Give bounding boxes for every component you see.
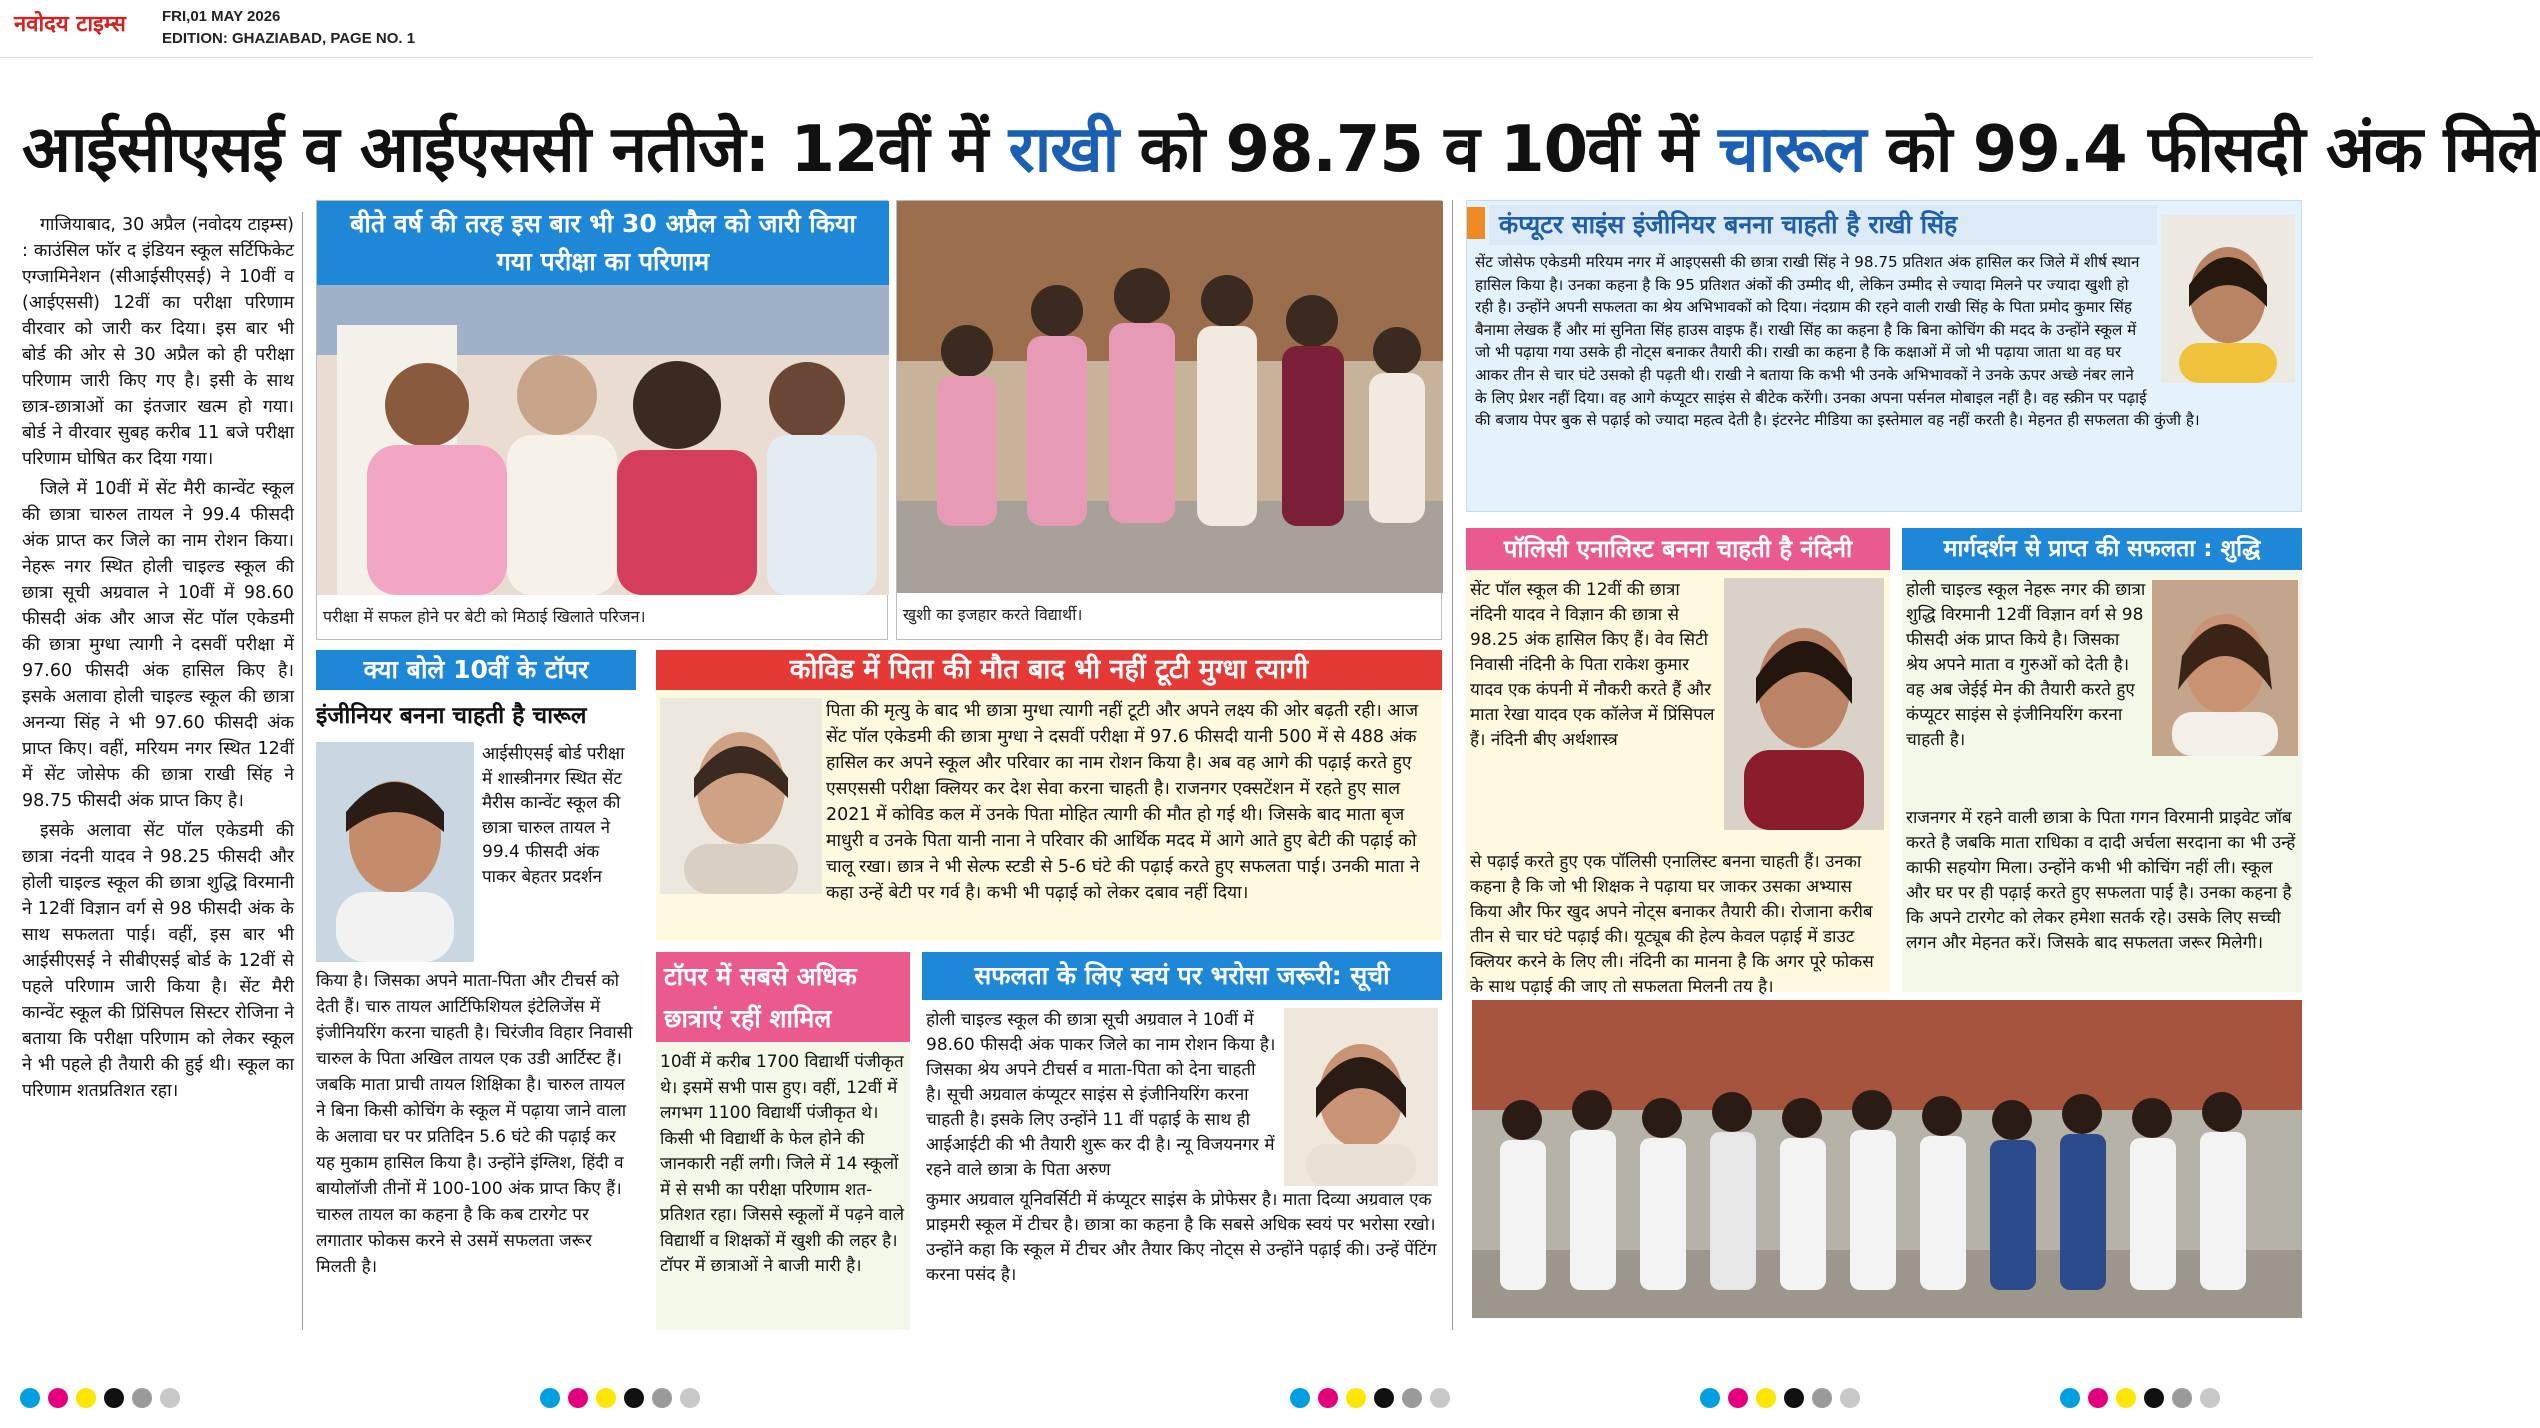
stats-text: 10वीं में करीब 1700 विद्यार्थी पंजीकृत थे। इसमें सभी पास हुए। वहीं, 12वीं में लगभग 1100 विद्यार्थी पंजीकृत थे। किसी भी विद्यार्थी के फेल होने की जानकारी नहीं लगी। जिले में 14 स्कूलों में से सभी का परीक्षा परिणाम शत-प्रतिशत रहा। जिससे स्कूलों में पढ़ने वाले विद्यार्थी व शिक्षकों में खुशी की लहर है। टॉपर में छात्राओं ने बाजी मारी है। — [660, 1052, 905, 1276]
rakhi-text-content: सेंट जोसेफ एकेडमी मरियम नगर में आइएससी की छात्रा राखी सिंह ने 98.75 प्रतिशत अंक हासिल कर जिले में शीर्ष स्थान हासिल किया है। उनका कहना है कि 95 प्रतिशत अंकों की उम्मीद थी, लेकिन उम्मीद से ज्यादा मिलने पर ज्यादा खुशी हो रही है। उन्होंने अपनी सफलता का श्रेय अभिभावकों को दिया। नंदग्राम की रहने वाली राखी सिंह के पिता प्रमोद कुमार सिंह बैनामा लेखक हैं और मां सुनिता सिंह हाउस वाइफ हैं। राखी सिंह का कहना है कि बिना कोचिंग की मदद के उन्होंने स्कूल में जो भी पढ़ाया गया उसके ही नोट्स बनाकर तैयारी की। राखी का कहना है कि कक्षाओं में जो भी पढ़ाया जाता था वह घर आकर तीन से चार घंटे उसको ही पढ़ती थी। राखी ने बताया कि कभी भी उनके अभिभावकों ने उनके ऊपर अच्छे नंबर लाने के लिए प्रेशर नहीं दिया। वह आगे कंप्यूटर साइंस से बीटेक करेंगी। उनका अपना पर्सनल मोबाइल नहीं है। वह स्क्रीन पर पढ़ाई की बजाय पेपर बुक से पढ़ाई को ज्यादा महत्व देती है। इंटरनेट मीडिया का इस्तेमाल वह नहीं करती है। मेहनत ही सफलता की कुंजी है। — [1475, 253, 2200, 430]
nandini-box — [1466, 528, 1890, 997]
shuddhi-title: मार्गदर्शन से प्राप्त की सफलता : शुद्धि — [1902, 528, 2302, 570]
photo-family-block — [316, 200, 888, 640]
rakhi-title-marker — [1467, 207, 1485, 239]
page-headline — [22, 100, 2540, 200]
edition-date: FRI,01 MAY 2026 — [162, 8, 281, 25]
photo-students-block — [896, 200, 1442, 640]
suchi-text-side: होली चाइल्ड स्कूल की छात्रा सूची अग्रवाल ने 10वीं में 98.60 फीसदी अंक पाकर जिले का नाम रोशन किया है। जिसका श्रेय अपने टीचर्स व माता-पिता को देना चाहती है। सूची अग्रवाल कंप्यूटर साइंस से इंजीनियरिंग करना चाहती है। इसके लिए उन्होंने 11 वीं पढ़ाई के साथ ही आईआईटी की भी तैयारी शुरू कर दी है। न्यू विजयनगर में रहने वाले छात्रा के पिता अरुण — [926, 1010, 1276, 1180]
topper10-subtitle: इंजीनियर बनना चाहती है चारूल — [316, 703, 587, 729]
headline-part2: को 98.75 व 10वीं में — [1118, 113, 1719, 187]
shuddhi-box — [1902, 528, 2302, 992]
rakhi-text — [1475, 251, 2295, 511]
mugdha-text: पिता की मृत्यु के बाद भी छात्रा मुग्धा त्यागी नहीं टूटी और अपने लक्ष्य की ओर बढ़ती रही। आज सेंट पॉल एकेडमी की छात्रा मुग्धा ने दसवीं परीक्षा में 97.6 फीसदी यानी 500 में से 488 अंक हासिल कर अपने स्कूल और परिवार का नाम रोशन किया है। अब वह आगे की पढ़ाई करते हुए एसएससी परीक्षा क्लियर कर देश सेवा करना चाहती है। राजनगर एक्सटेंशन में रहते हुए साल 2021 में कोविड कल में उनके पिता मोहित त्यागी की मौत हो गई थी। जिसके बाद माता बृज माधुरी व उनके पिता यानी नाना ने परिवार की आर्थिक मदद में आगे आते हुए बेटी की पढ़ाई को चालू रखा। छात्र ने भी सेल्फ स्टडी से 5-6 घंटे की पढ़ाई करते हुए सफलता पाई। उनकी माता ने कहा उन्हें बेटी पर गर्व है। कभी भी पढ़ाई को लेकर दबाव नहीं दिया। — [826, 701, 1420, 903]
photo-students-caption: खुशी का इजहार करते विद्यार्थी। — [903, 605, 1083, 624]
nandini-text-bottom: से पढ़ाई करते हुए एक पॉलिसी एनालिस्ट बनना चाहती हैं। उनका कहना है कि जो भी शिक्षक ने पढ़ाया घर जाकर उसका अभ्यास किया और फिर खुद अपने नोट्स बनाकर तैयारी की। रोजाना करीब तीन से चार घंटे पढ़ाई की। यूट्यूब की हेल्प केवल पढ़ाई में डाउट क्लियर करने के लिए ली। नंदिनी का मानना है कि अगर पूरे फोकस के साथ पढ़ाई की जाए तो सफलता मिलनी तय है। — [1470, 852, 1874, 997]
topper10-text-side: आईसीएसई बोर्ड परीक्षा में शास्त्रीनगर स्थित सेंट मैरीस कान्वेंट स्कूल की छात्रा चारुल तायल ने 99.4 फीसदी अंक पाकर बेहतर प्रदर्शन — [482, 744, 625, 887]
column-divider — [1452, 200, 1453, 1330]
topper10-title: क्या बोले 10वीं के टॉपर — [316, 650, 636, 690]
registration-marks — [20, 1388, 320, 1412]
topper10-text-bottom: किया है। जिसका अपने माता-पिता और टीचर्स को देती हैं। चारु तायल आर्टिफिशियल इंटेलिजेंस में इंजीनियरिंग करना चाहती है। चिरंजीव विहार निवासी चारुल के पिता अखिल तायल एक उडी आर्टिस्ट हैं। जबकि माता प्राची तायल शिक्षिका है। चारुल तायल ने बिना किसी कोचिंग के स्कूल में पढ़ाया जाने वाला के अलावा घर पर प्रतिदिन 5.6 घंटे की पढ़ाई कर यह मुकाम हासिल किया है। उन्होंने इंग्लिश, हिंदी व बायोलॉजी तीनों में 100-100 अंक प्राप्त किए हैं। चारुल तायल का कहना है कि कब टारगेट पर लगातार फोकस करने से उसमें सफलता जरूर मिलती है। — [316, 971, 633, 1277]
lead-paragraph-3: इसके अलावा सेंट पॉल एकेडमी की छात्रा नंदनी यादव ने 98.25 फीसदी और होली चाइल्ड स्कूल की छात्रा शुद्धि विरमानी ने 12वीं विज्ञान वर्ग से 98 फीसदी अंक के साथ सफलता पाई। वहीं, इस बार भी आईसीएसई ने सीबीएसई बोर्ड के 12वीं से पहले परिणाम जारी किया है। सेंट मैरी कान्वेंट स्कूल की प्रिंसिपल सिस्टर रोजिना ने बताया कि परीक्षा परिणाम को लेकर स्कूल ने भी पहले ही तैयारी की हुई थी। स्कूल का परिणाम शतप्रतिशत रहा। — [22, 821, 294, 1101]
nandini-title: पॉलिसी एनालिस्ट बनना चाहती है नंदिनी — [1466, 528, 1890, 570]
newspaper-logo: नवोदय टाइम्स — [14, 12, 126, 37]
headline-part1: आईसीएसई व आईएससी नतीजे: 12वीं में — [22, 113, 1009, 187]
shuddhi-text-bottom: राजनगर में रहने वाली छात्रा के पिता गगन विरमानी प्राइवेट जॉब करते है जबकि माता राधिका व दादी अर्चला सरदाना का भी उन्हें काफी सहयोग मिला। उन्होंने कभी भी कोचिंग नहीं ली। स्कूल और घर पर ही पढ़ाई करते हुए सफलता पाई है। उनका कहना है कि अपने टारगेट को लेकर हमेशा सतर्क रहे। उसके लिए सच्ची लगन और मेहनत करें। जिसके बाद सफलता जरूर मिलेगी। — [1906, 808, 2296, 953]
edition-header — [0, 0, 2313, 58]
stats-title: टॉपर में सबसे अधिक छात्राएं रहीं शामिल — [656, 952, 910, 1042]
lead-story — [22, 212, 294, 1330]
lead-paragraph-1: गाजियाबाद, 30 अप्रैल (नवोदय टाइम्स) : काउंसिल फॉर द इंडियन स्कूल सर्टिफिकेट एग्जामिनेशन (सीआईसीएसई) ने 10वीं व (आईएससी) 12वीं का परीक्षा परिणाम वीरवार को जारी कर दिया। इस बार भी बोर्ड की ओर से 30 अप्रैल को ही परीक्षा परिणाम जारी किए गए है। इसी के साथ छात्र-छात्राओं का इंतजार खत्म हो गया। बोर्ड ने वीरवार सुबह करीब 11 बजे परीक्षा परिणाम घोषित कर दिया गया। — [22, 215, 294, 469]
suchi-photo — [1284, 1008, 1438, 1186]
registration-marks — [540, 1388, 840, 1412]
suchi-box — [922, 952, 1442, 1330]
family-photo — [317, 285, 889, 595]
group-photo — [1472, 1000, 2302, 1318]
students-photo — [897, 201, 1443, 593]
mugdha-title: कोविड में पिता की मौत बाद भी नहीं टूटी मुग्धा त्यागी — [656, 650, 1442, 690]
group-photo-image — [1472, 1000, 2302, 1318]
registration-marks — [1700, 1388, 2000, 1412]
headline-name-rakhi: राखी — [1008, 113, 1119, 187]
suchi-portrait — [1284, 1008, 1438, 1186]
students-photo-image — [897, 201, 1443, 593]
headline-name-charul: चारूल — [1718, 113, 1866, 187]
rakhi-box — [1466, 200, 2302, 512]
column-divider — [302, 212, 303, 1330]
lead-paragraph-2: जिले में 10वीं में सेंट मैरी कान्वेंट स्कूल की छात्रा चारुल तायल ने 99.4 फीसदी अंक प्राप्त कर जिले का नाम रोशन किया। नेहरू नगर स्थित होली चाइल्ड स्कूल की छात्रा सूची अग्रवाल ने 10वीं में 98.60 फीसदी अंक और आज सेंट पॉल एकेडमी की छात्रा मुग्धा त्यागी ने दसवीं परीक्षा में 97.60 फीसदी अंक हासिल किए है। इसके अलावा होली चाइल्ड स्कूल की छात्रा अनन्या सिंह ने भी 97.60 फीसदी अंक प्राप्त किए। वहीं, मरियम नगर स्थित 12वीं में सेंट जोसेफ की छात्रा राखी सिंह ने 98.75 फीसदी अंक प्राप्त किए है। — [22, 479, 294, 811]
topper10-box — [316, 650, 636, 1328]
photo-family-caption: परीक्षा में सफल होने पर बेटी को मिठाई खिलाते परिजन। — [323, 607, 646, 626]
shuddhi-text-side: होली चाइल्ड स्कूल नेहरू नगर की छात्रा शुद्धि विरमानी 12वीं विज्ञान वर्ग से 98 फीसदी अंक प्राप्त किये है। जिसका श्रेय अपने माता व गुरुओं को देती है। वह अब जेईई मेन की तैयारी करते हुए कंप्यूटर साइंस से इंजीनियरिंग करना चाहती है। — [1906, 580, 2146, 750]
registration-marks — [1290, 1388, 1590, 1412]
rakhi-title-bar — [1467, 201, 2157, 245]
headline-part3: को 99.4 फीसदी अंक मिले — [1865, 113, 2540, 187]
rakhi-text-spacer — [2149, 251, 2295, 387]
nandini-text-side: सेंट पॉल स्कूल की 12वीं की छात्रा नंदिनी यादव ने विज्ञान की छात्रा से 98.25 अंक हासिल किए हैं। वेव सिटी निवासी नंदिनी के पिता राकेश कुमार यादव एक कंपनी में नौकरी करते हैं और माता रेखा यादव एक कॉलेज में प्रिंसिपल हैं। नंदिनी बीए अर्थशास्त्र — [1470, 580, 1715, 750]
suchi-text-bottom: कुमार अग्रवाल यूनिवर्सिटी में कंप्यूटर साइंस के प्रोफेसर है। माता दिव्या अग्रवाल एक प्राइमरी स्कूल में टीचर है। छात्रा का कहना है कि सबसे अधिक स्वयं पर भरोसा रखो। उन्होंने कहा कि स्कूल में टीचर और तैयार किए नोट्स से उन्होंने पढ़ाई की। उन्हें पेंटिंग करना पसंद है। — [926, 1190, 1437, 1285]
family-photo-image — [317, 285, 889, 595]
charul-portrait — [316, 742, 474, 962]
shuddhi-photo — [2152, 580, 2298, 756]
photo-banner: बीते वर्ष की तरह इस बार भी 30 अप्रैल को जारी किया गया परीक्षा का परिणाम — [317, 201, 889, 285]
registration-marks — [2060, 1388, 2300, 1412]
nandini-portrait — [1724, 578, 1884, 830]
stats-box — [656, 952, 910, 1330]
charul-photo — [316, 742, 474, 962]
shuddhi-portrait — [2152, 580, 2298, 756]
nandini-photo — [1724, 578, 1884, 830]
edition-page: EDITION: GHAZIABAD, PAGE NO. 1 — [162, 30, 416, 47]
mugdha-box — [656, 650, 1442, 940]
suchi-title: सफलता के लिए स्वयं पर भरोसा जरूरी: सूची — [922, 952, 1442, 1000]
rakhi-title: कंप्यूटर साइंस इंजीनियर बनना चाहती है राखी सिंह — [1489, 205, 2157, 245]
